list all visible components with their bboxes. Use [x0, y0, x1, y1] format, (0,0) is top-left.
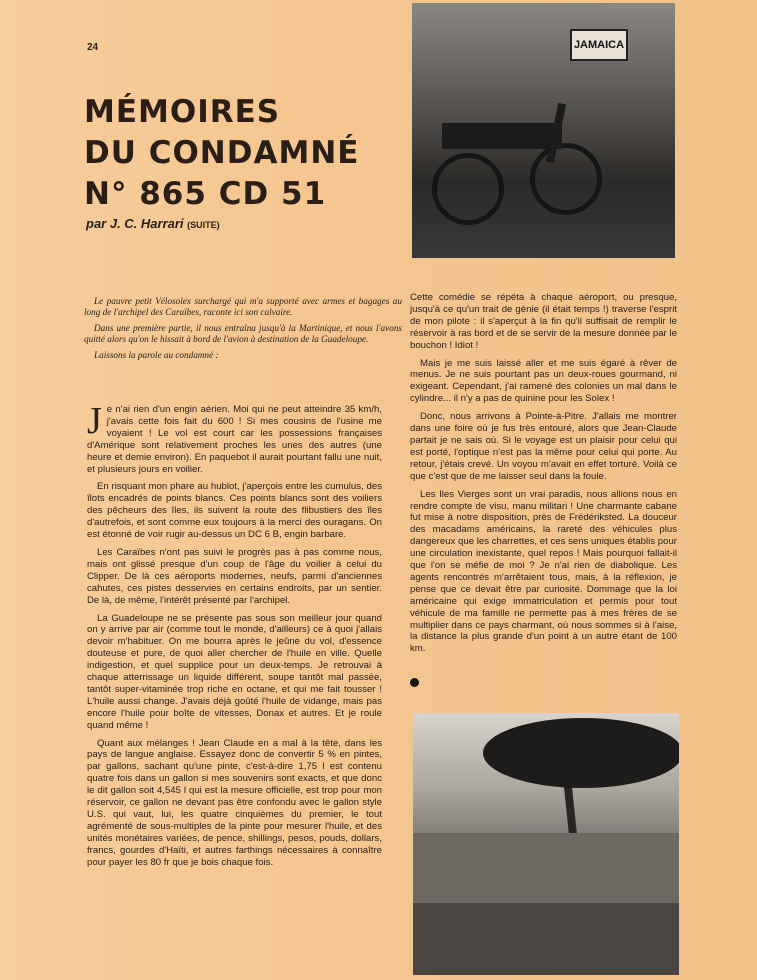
photo-palm-cabin — [413, 713, 679, 975]
cabin-roof — [413, 833, 679, 903]
intro-text — [84, 296, 402, 365]
article-title — [84, 92, 404, 215]
bike-luggage — [442, 123, 562, 149]
palm-fronds — [483, 718, 679, 788]
body-paragraph: Cette comédie se répéta à chaque aéroport, ou presque, jusqu'à ce qu'un trait de génie (il était temps !) traverse l'esprit de mon pilote : il s'aperçut à la fin qu'il suffisait de remplir le réservoir à ras bord et de se servir de la mesure donnée par le bouchon ! Idiot ! — [410, 292, 677, 351]
first-paragraph — [87, 400, 382, 475]
left-column — [87, 400, 382, 875]
intro-paragraph: Le pauvre petit Vélosolex surchargé qui m'a supporté avec armes et bagages au long de l'archipel des Caraïbes, raconte ici son calvaire. — [84, 296, 402, 318]
title-line-3: N° 865 CD 51 — [84, 176, 327, 212]
title-line-1: MÉMOIRES — [84, 94, 281, 130]
garden — [413, 903, 679, 975]
bike-front-wheel — [530, 143, 602, 215]
section-bullet — [410, 678, 419, 687]
right-column — [410, 292, 677, 661]
page-number: 24 — [87, 42, 99, 53]
body-paragraph: Donc, nous arrivons à Pointe-à-Pitre. J'allais me montrer dans une foire où je fus très entouré, alors que Jean-Claude partait je ne sais où. Si le voyage est un plaisir pour celui qui est porté, l'optique n'est pas la même pour celui qui porte. Au retour, j'étais crevé. Un voyou m'avait en effet torturé. Voilà ce que c'est que de me laisser seul dans la foule. — [410, 411, 677, 482]
byline-suite: (SUITE) — [187, 220, 220, 230]
bike-rear-wheel — [432, 153, 504, 225]
intro-paragraph: Laissons la parole au condamné : — [94, 349, 219, 360]
drop-cap: J — [87, 400, 102, 442]
body-paragraph: Quant aux mélanges ! Jean Claude en a mal à la tête, dans les pays de langue anglaise. Essayez donc de convertir 5 % en pintes, par gallons, sachant qu'une pinte, c'est-à-dire 1,75 l est contenu quatre fois dans un gallon si mes souvenirs sont exacts, et que donc le dit gallon soit 4,545 l qui est la mesure officielle, est trop pour mon réservoir, ce gallon ne devant pas être confondu avec le gallon style U.S. qui vaut, lui, les quatre cinquièmes du premier, le tout agrémenté de sous-multiples de la pinte pour mesurer l'huile, et des unités monétaires variées, de pence, shillings, pesos, pouds, dollars, francs, gourdes d'Haïti, et autres farthings nécessaires à connaître pour payer les 80 fr que je bois chaque fois. — [87, 737, 382, 868]
body-paragraph: En risquant mon phare au hublot, j'aperçois entre les cumulus, des îlots encadrés de points blancs. Ces points blancs sont des voiliers des pêcheurs des îles, ils suivent la route des flibustiers des îles d'autrefois, et sont comme eux toujours à la merci des ouragans. On est étonné de voir rugir au-dessus un DC 6 B, engin barbare. — [87, 481, 382, 541]
jamaica-sign: JAMAICA — [570, 29, 628, 61]
first-paragraph-text: e n'ai rien d'un engin aérien. Moi qui ne peut atteindre 35 km/h, j'avais cette fois fait du 600 ! Si mes cousins de l'usine me voyaient ! Le vol est court car les possessions françaises d'Amérique sont relativement proches les unes des autres (une heure et demie environ). En paquebot il aurait pourtant fallu une nuit, et plusieurs jours en voilier. — [87, 404, 382, 475]
body-paragraph: Les Iles Vierges sont un vrai paradis, nous allions nous en rendre compte de visu, manu militari ! Une charmante cabane fut mise à notre disposition, près de Frédériksted. La douceur des macadams américains, la rareté des véhicules plus dangereux que les charrettes, et ces sens uniques établis pour une circulation inexistante, quel repos ! Mais pourquoi fallait-il que l'on se méfie de moi ? Je n'ai rien de diabolique. Les agents rencontrés m'arrêtaient tous, mais, à la réflexion, je pense que ce devait être par curiosité. Dommage que la loi américaine qui exige immatriculation et permis pour tout véhicule de ma famille ne permette pas à mes frères de se multiplier dans ce pays charmant, où nous sommes si à l'aise, la distance la plus grande d'un point à un autre étant de 100 km. — [410, 488, 677, 655]
byline — [86, 216, 220, 231]
body-paragraph: Mais je me suis laissé aller et me suis égaré à rêver de menus. Je ne suis pourtant pas un deux-roues gourmand, ni exigeant. Cependant, j'ai ramené des colonies un mal dans le cylindre... il n'y a pas de quinine pour les Solex ! — [410, 357, 677, 405]
body-paragraph: La Guadeloupe ne se présente pas sous son meilleur jour quand on y arrive par air (comme tout le monde, d'ailleurs) ce à quoi j'allais devoir m'habituer. On me bourra après le jeûne du vol, d'essence douteuse et pure, de quoi aller chercher de l'huile en ville. Quelle indigestion, et quel supplice pour un deux-temps. Je retrouvai à chaque atterrissage un liquide différent, soupe tantôt mal passée, tantôt super-vitaminée trop riche en octane, et qui me fait tousser ! L'huile aussi change. J'avais déjà goûté l'huile de vidange, mais pas encore l'huile pour boîte de vitesses, Donax et autres. Et je roule quand même ! — [87, 612, 382, 731]
intro-paragraph: Dans une première partie, il nous entraîna jusqu'à la Martinique, et nous l'avons quitté alors qu'on le hissait à bord de l'avion à destination de la Guadeloupe. — [84, 322, 402, 345]
title-line-2: DU CONDAMNÉ — [84, 135, 360, 171]
body-paragraph: Les Caraïbes n'ont pas suivi le progrès pas à pas comme nous, mais ont glissé presque d'un coup de l'âge du voilier à celui du Clipper. De là ces aéroports modernes, neufs, parmi d'anciennes cahutes, ces pistes desservies en certains endroits, par un sentier. De là, de même, l'intérêt présenté par l'archipel. — [87, 546, 382, 606]
photo-solex-jamaica — [412, 3, 675, 258]
byline-author: par J. C. Harrari — [86, 216, 184, 231]
